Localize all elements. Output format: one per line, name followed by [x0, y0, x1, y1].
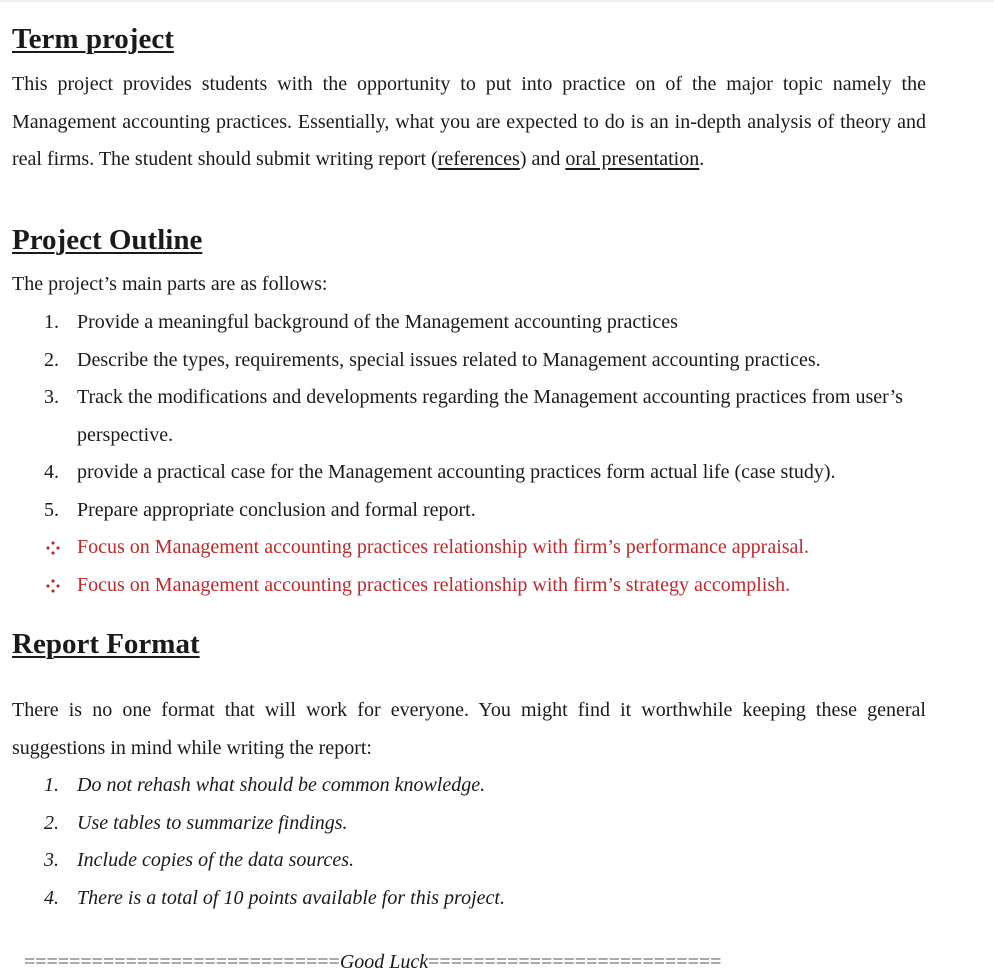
list-item-number: 3. — [44, 849, 59, 871]
list-item — [0, 379, 994, 454]
list-item-text: Use tables to summarize findings. — [77, 811, 348, 834]
list-item — [0, 842, 994, 880]
project-outline-heading: Project Outline — [12, 224, 203, 256]
list-item-text: Describe the types, requirements, special issues related to Management accounting practices. — [77, 348, 821, 371]
references-link: references — [437, 148, 520, 170]
list-item-text: provide a practical case for the Management accounting practices form actual life (case study). — [77, 461, 836, 483]
diamond-bullet-icon — [46, 541, 60, 555]
list-item — [0, 304, 994, 342]
list-item-text: Do not rehash what should be common knowledge. — [77, 774, 486, 796]
footer-left-rule: ============================ — [24, 951, 340, 973]
list-item-number: 2. — [44, 811, 59, 834]
list-item-number: 1. — [44, 311, 59, 333]
term-project-description — [12, 66, 926, 179]
project-outline-list — [0, 304, 994, 604]
good-luck-text: Good Luck — [339, 951, 429, 973]
list-item-text: Prepare appropriate conclusion and formal report. — [77, 498, 476, 521]
report-format-list — [0, 767, 994, 917]
list-item — [0, 492, 994, 530]
good-luck-footer — [24, 948, 924, 976]
list-item-text: There is a total of 10 points available for this project. — [77, 886, 505, 909]
report-format-intro: There is no one format that will work for everyone. You might find it worthwhile keeping these general suggestions in mind while writing the report: — [12, 699, 926, 759]
list-item — [0, 454, 994, 492]
list-item-text: Provide a meaningful background of the Management accounting practices — [77, 311, 678, 333]
oral-presentation-link: oral presentation — [565, 148, 700, 170]
footer-right-rule: ========================== — [428, 951, 722, 973]
diamond-bullet-icon — [46, 579, 60, 593]
list-item-number: 5. — [44, 498, 59, 521]
list-item-number: 2. — [44, 348, 59, 371]
top-rule — [0, 0, 994, 2]
list-item-number: 4. — [44, 461, 59, 483]
focus-item-text: Focus on Management accounting practices relationship with firm’s strategy accomplish. — [77, 573, 791, 596]
focus-item — [0, 529, 994, 567]
description-text-c: . — [699, 148, 705, 170]
list-item-text: Include copies of the data sources. — [77, 849, 354, 871]
focus-item-text: Focus on Management accounting practices relationship with firm’s performance appraisal. — [77, 536, 809, 558]
report-format-heading: Report Format — [12, 628, 200, 660]
description-text-b: ) and — [519, 148, 566, 170]
list-item — [0, 342, 994, 380]
term-project-heading: Term project — [12, 23, 174, 55]
description-text-a: This project provides students with the opportunity to put into practice on of the major topic namely the Management accounting practices. Essentially, what you are expected to do is an in-depth analysis of theory and real firms. The student should submit writing report ( — [12, 73, 926, 170]
list-item — [0, 880, 994, 918]
focus-item — [0, 567, 994, 605]
list-item — [0, 805, 994, 843]
project-outline-intro: The project’s main parts are as follows: — [12, 273, 328, 295]
list-item-text: Track the modifications and developments regarding the Management accounting practices from user’s perspective. — [77, 386, 903, 446]
list-item-number: 1. — [44, 774, 59, 796]
list-item — [0, 767, 994, 805]
list-item-number: 3. — [44, 386, 59, 408]
list-item-number: 4. — [44, 886, 59, 909]
